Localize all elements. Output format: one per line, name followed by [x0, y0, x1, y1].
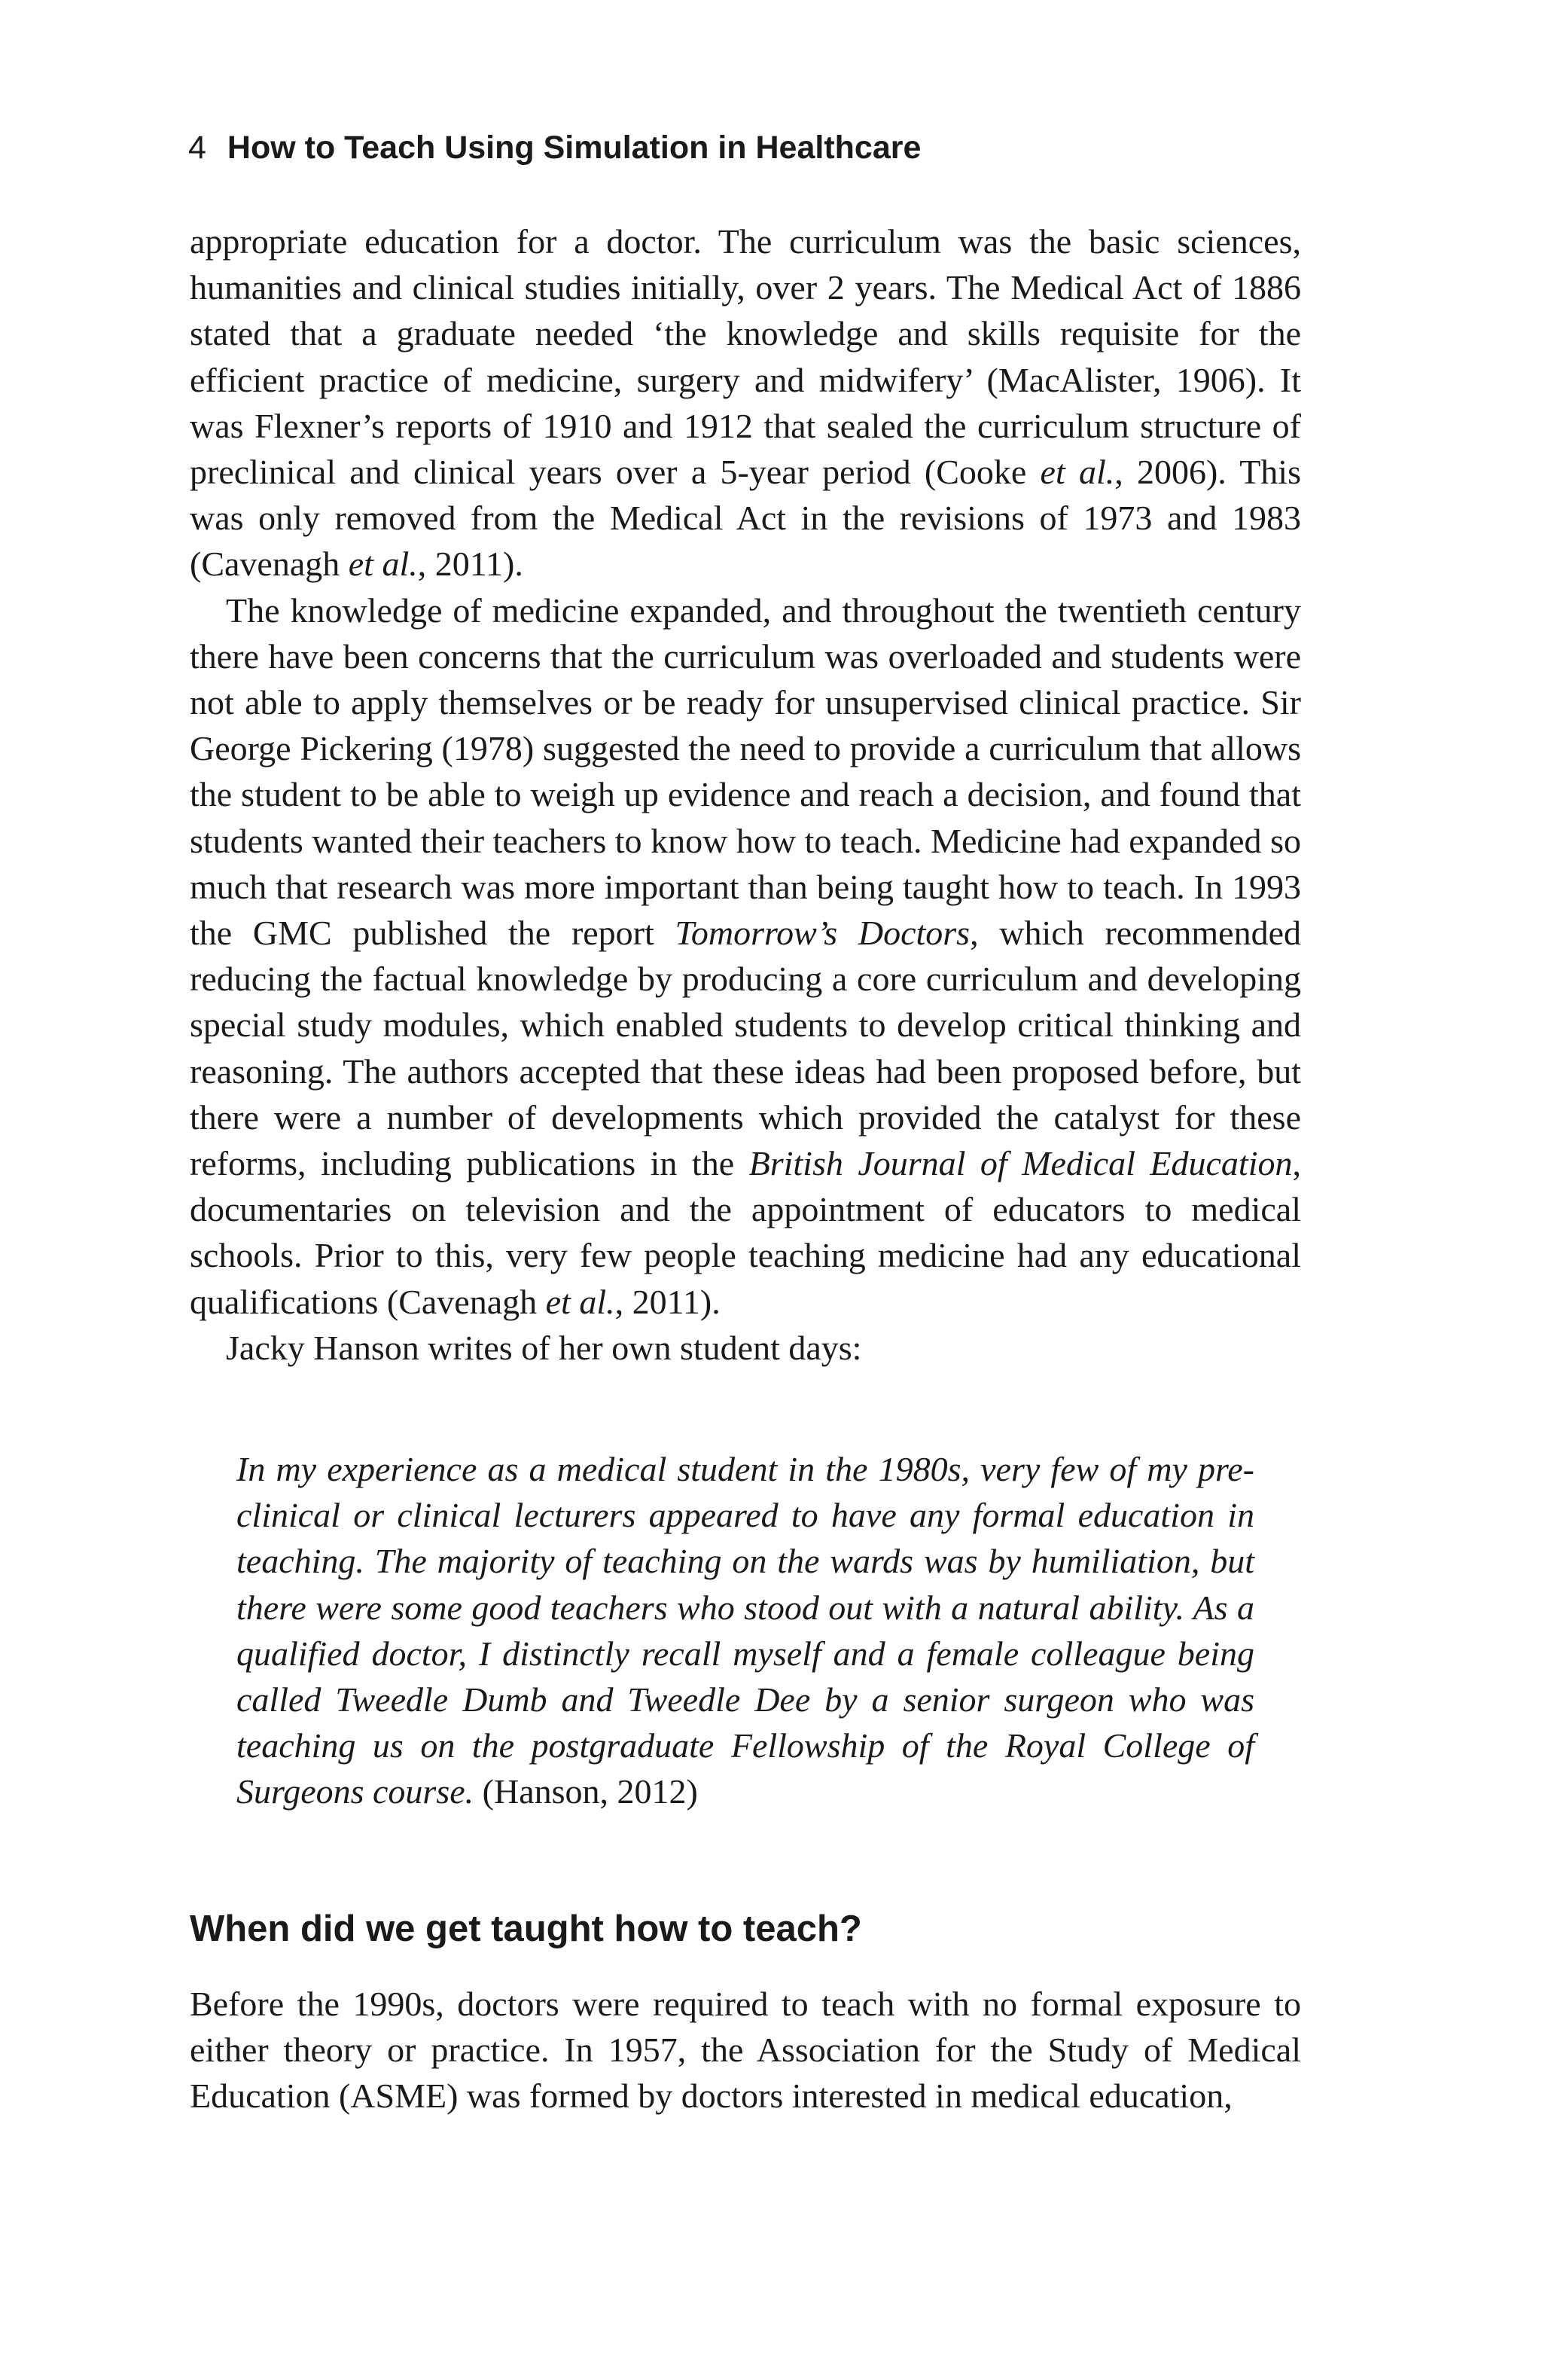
- citation-et-al: et al.: [348, 545, 418, 584]
- paragraph-before-1990s: Before the 1990s, doctors were required to teach with no formal exposure to either theory or practice. In 1957, the Association for the Study of Medical Education (ASME) was formed by doctors interested in medical education,: [190, 1985, 1301, 2116]
- citation-et-al: et al.: [1040, 453, 1115, 492]
- paragraph-text: , 2011).: [417, 545, 523, 584]
- page-number: 4: [188, 130, 206, 166]
- paragraph-quote-intro: Jacky Hanson writes of her own student days:: [226, 1328, 862, 1367]
- section-heading: When did we get taught how to teach?: [190, 1909, 862, 1949]
- journal-title: British Journal of Medical Education: [748, 1144, 1293, 1183]
- block-quote: [236, 1446, 1254, 1815]
- citation-et-al: et al.: [545, 1282, 615, 1321]
- paragraph-text: , 2011).: [614, 1282, 721, 1321]
- body-text-top: [190, 218, 1301, 1371]
- report-title: Tomorrow’s Doctors: [675, 914, 971, 953]
- paragraph-text: , 2006). This was only removed from the Medical Act in the revisions of 1973 and 1983 (Cavenagh: [190, 453, 1301, 584]
- paragraph-text: , which recommended reducing the factual knowledge by producing a core curriculum and developing special study modules, which enabled students to develop critical thinking and reasoning. The authors accepted that these ideas had been proposed before, but there were a number of developments which provided the catalyst for these reforms, including publications in the: [190, 914, 1301, 1183]
- body-text-bottom: [190, 1981, 1301, 2119]
- paragraph-knowledge-expanded: [190, 587, 1301, 1325]
- running-head-title: How to Teach Using Simulation in Healthcare: [227, 130, 922, 166]
- paragraph-text: appropriate education for a doctor. The curriculum was the basic sciences, humanities and clinical studies initially, over 2 years. The Medical Act of 1886 stated that a graduate needed ‘the knowledge and skills requisite for the efficient practice of medicine, surgery and midwifery’ (MacAlister, 1906). It was Flexner’s reports of 1910 and 1912 that sealed the curriculum structure of preclinical and clinical years over a 5-year period (Cooke: [190, 222, 1301, 492]
- paragraph-text: The knowledge of medicine expanded, and throughout the twentieth century there have been concerns that the curriculum was overloaded and students were not able to apply themselves or be ready for unsupervised clinical practice. Sir George Pickering (1978) suggested the need to provide a curriculum that allows the student to be able to weigh up evidence and reach a decision, and found that students wanted their teachers to know how to teach. Medicine had expanded so much that research was more important than being taught how to teach. In 1993 the GMC published the report: [190, 590, 1301, 953]
- running-head: [188, 125, 1303, 170]
- quote-text: In my experience as a medical student in the 1980s, very few of my preclinical or clinical lecturers appeared to have any formal education in teaching. The majority of teaching on the wards was by humiliation, but there were some good teachers who stood out with a natural ability. As a qualified doctor, I distinctly recall myself and a female colleague being called Tweedle Dumb and Tweedle Dee by a senior surgeon who was teaching us on the postgraduate Fellowship of the Royal College of Surgeons course.: [236, 1450, 1254, 1811]
- paragraph-text: , documentaries on television and the appointment of educators to medical schools. Prior to this, very few people teaching medicine had any educational qualifications (Cavenagh: [190, 1144, 1301, 1321]
- paragraph-curriculum-history: [190, 218, 1301, 587]
- quote-citation: (Hanson, 2012): [474, 1772, 698, 1811]
